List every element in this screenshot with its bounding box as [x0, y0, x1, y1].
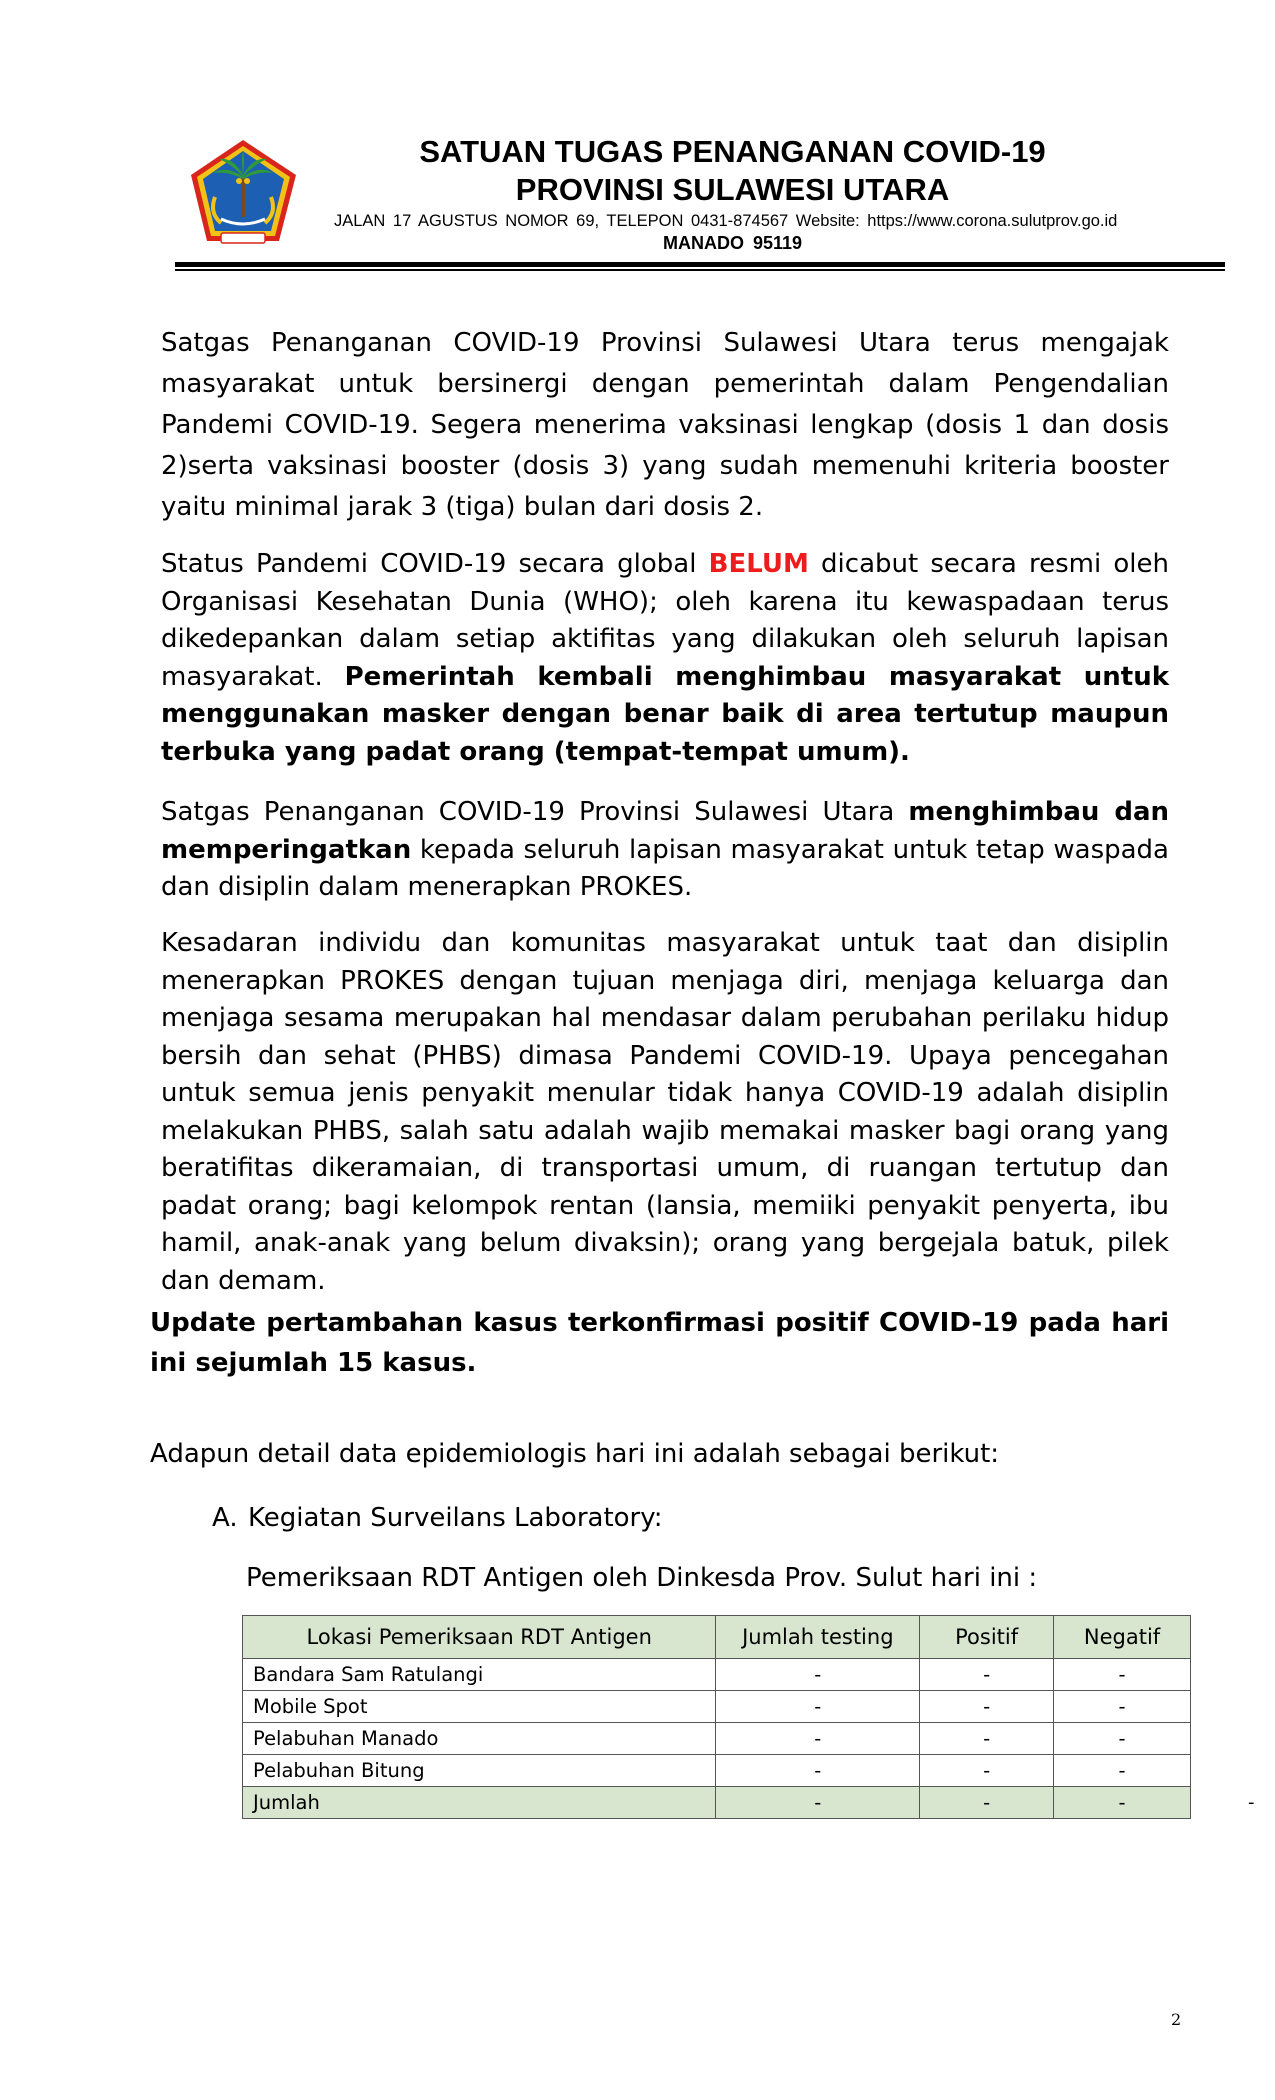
- table-row: [243, 1755, 1191, 1787]
- cell-positive: -: [920, 1691, 1054, 1723]
- cell-negative: -: [1054, 1691, 1191, 1723]
- provincial-coat-of-arms-icon: [187, 137, 300, 253]
- table-row: [243, 1723, 1191, 1755]
- stray-dash: -: [1248, 1792, 1255, 1813]
- column-header-location: Lokasi Pemeriksaan RDT Antigen: [243, 1616, 716, 1659]
- cell-location: Bandara Sam Ratulangi: [243, 1659, 716, 1691]
- table-caption: Pemeriksaan RDT Antigen oleh Dinkesda Prov. Sulut hari ini :: [246, 1563, 1038, 1593]
- paragraph-vaccination: Satgas Penanganan COVID-19 Provinsi Sulawesi Utara terus mengajak masyarakat untuk bersinergi dengan pemerintah dalam Pengendalian Pandemi COVID-19. Segera menerima vaksinasi lengkap (dosis 1 dan dosis 2)serta vaksinasi booster (dosis 3) yang sudah memenuhi kriteria booster yaitu minimal jarak 3 (tiga) bulan dari dosis 2.: [161, 328, 1169, 522]
- cell-positive: -: [920, 1755, 1054, 1787]
- letterhead-address: JALAN 17 AGUSTUS NOMOR 69, TELEPON 0431-874567 Website: https://www.corona.sulutprov.go.id: [334, 212, 1118, 230]
- paragraph-prokes-text-2: kepada seluruh lapisan masyarakat untuk tetap waspada dan disiplin dalam menerapkan PROKES.: [161, 834, 1169, 902]
- letterhead-rule-thin: [175, 269, 1225, 271]
- cell-total-testing: -: [716, 1787, 920, 1819]
- cell-total-label: Jumlah: [243, 1787, 716, 1819]
- cell-location: Pelabuhan Bitung: [243, 1755, 716, 1787]
- letterhead-rule-thick: [175, 262, 1225, 267]
- letterhead-city: MANADO 95119: [662, 233, 803, 253]
- cell-testing: -: [716, 1659, 920, 1691]
- paragraph-prokes-appeal: [161, 794, 1169, 907]
- cell-testing: -: [716, 1723, 920, 1755]
- cell-total-negative: -: [1054, 1787, 1191, 1819]
- paragraph-pandemic-status-text-2: dicabut secara resmi oleh Organisasi Kesehatan Dunia (WHO); oleh karena itu kewaspadaan terus dikedepankan dalam setiap aktifitas yang dilakukan oleh seluruh lapisan masyarakat.: [161, 549, 1169, 692]
- section-a-marker: A.: [212, 1503, 238, 1533]
- table-total-row: [243, 1787, 1191, 1819]
- epidemiology-intro: Adapun detail data epidemiologis hari ini adalah sebagai berikut:: [150, 1439, 1000, 1469]
- cell-location: Mobile Spot: [243, 1691, 716, 1723]
- letterhead-title: SATUAN TUGAS PENANGANAN COVID-19: [419, 134, 1046, 169]
- emphasis-belum: BELUM: [708, 549, 809, 579]
- cell-testing: -: [716, 1691, 920, 1723]
- cell-negative: -: [1054, 1755, 1191, 1787]
- cell-positive: -: [920, 1659, 1054, 1691]
- cell-positive: -: [920, 1723, 1054, 1755]
- case-update: Update pertambahan kasus terkonfirmasi positif COVID-19 pada hari ini sejumlah 15 kasus.: [150, 1308, 1169, 1378]
- section-a-title: Kegiatan Surveilans Laboratory:: [248, 1503, 663, 1533]
- table-header-row: [243, 1616, 1191, 1659]
- letterhead-subtitle: PROVINSI SULAWESI UTARA: [515, 172, 950, 207]
- column-header-negative: Negatif: [1054, 1616, 1191, 1659]
- table-row: [243, 1691, 1191, 1723]
- rdt-antigen-table: [242, 1615, 1191, 1819]
- paragraph-prokes-bold: menghimbau dan memperingatkan: [161, 797, 1169, 865]
- paragraph-mask-appeal: Pemerintah kembali menghimbau masyarakat untuk menggunakan masker dengan benar baik di area tertutup maupun terbuka yang padat orang (tempat-tempat umum).: [161, 661, 1169, 767]
- cell-testing: -: [716, 1755, 920, 1787]
- table-row: [243, 1659, 1191, 1691]
- cell-negative: -: [1054, 1723, 1191, 1755]
- paragraph-pandemic-status-text: Status Pandemi COVID-19 secara global: [161, 549, 709, 579]
- page-number: 2: [1171, 2010, 1182, 2029]
- section-a-heading: [212, 1500, 663, 1536]
- paragraph-pandemic-status: [161, 546, 1169, 771]
- paragraph-prokes-text: Satgas Penanganan COVID-19 Provinsi Sulawesi Utara: [161, 797, 909, 827]
- cell-negative: -: [1054, 1659, 1191, 1691]
- paragraph-awareness: Kesadaran individu dan komunitas masyarakat untuk taat dan disiplin menerapkan PROKES dengan tujuan menjaga diri, menjaga keluarga dan menjaga sesama merupakan hal mendasar dalam perubahan perilaku hidup bersih dan sehat (PHBS) dimasa Pandemi COVID-19. Upaya pencegahan untuk semua jenis penyakit menular tidak hanya COVID-19 adalah disiplin melakukan PHBS, salah satu adalah wajib memakai masker bagi orang yang beratifitas dikeramaian, di transportasi umum, di ruangan tertutup dan padat orang; bagi kelompok rentan (lansia, memiiki penyakit penyerta, ibu hamil, anak-anak yang belum divaksin); orang yang bergejala batuk, pilek dan demam.: [161, 928, 1169, 1296]
- column-header-positive: Positif: [920, 1616, 1054, 1659]
- column-header-testing: Jumlah testing: [716, 1616, 920, 1659]
- cell-total-positive: -: [920, 1787, 1054, 1819]
- cell-location: Pelabuhan Manado: [243, 1723, 716, 1755]
